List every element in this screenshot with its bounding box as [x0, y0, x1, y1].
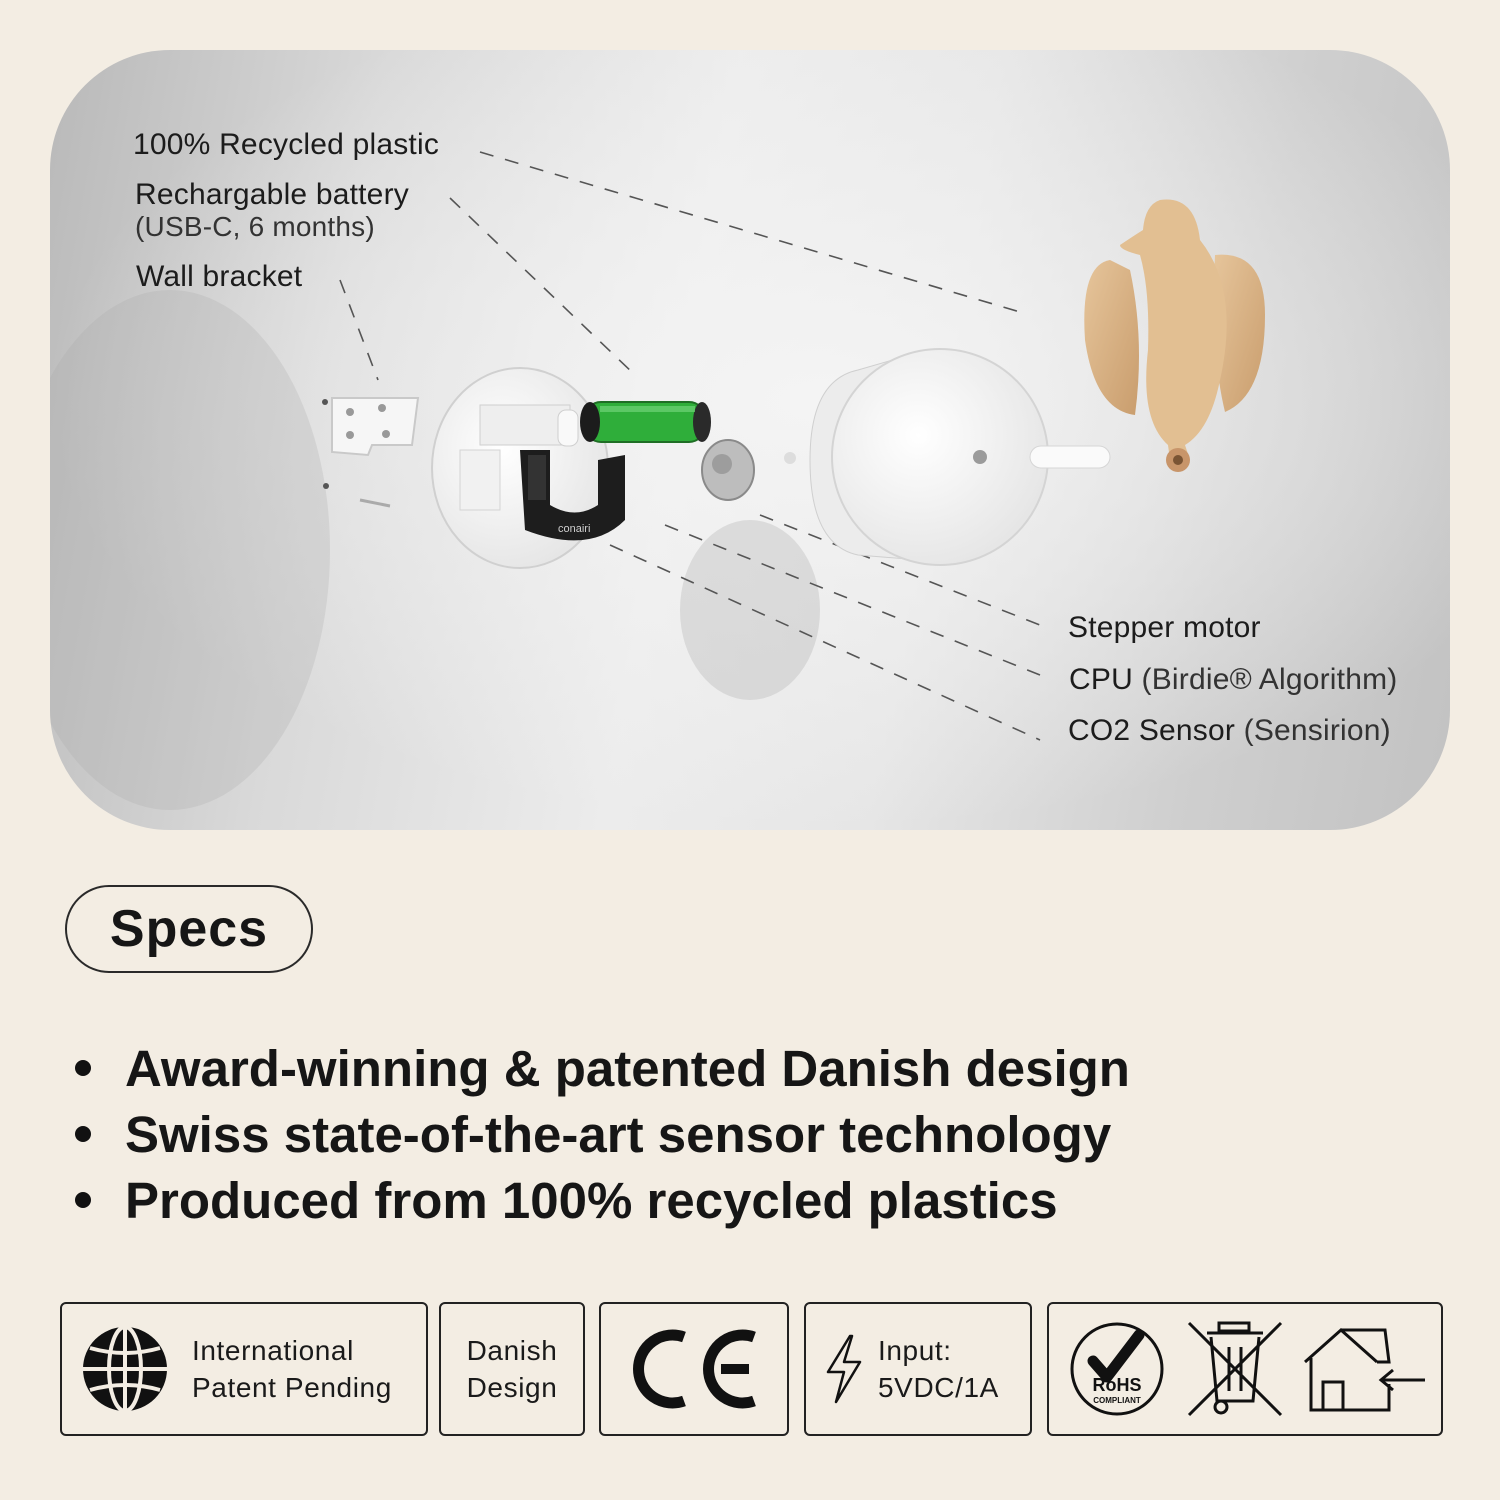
callout-recycled-plastic-label: 100% Recycled plastic	[133, 128, 440, 161]
callout-stepper-motor	[1068, 612, 1261, 644]
compliance-badge	[1047, 1302, 1443, 1436]
bullet-dot	[75, 1126, 91, 1142]
patent-line-1: International	[192, 1335, 354, 1366]
rohs-title: RoHS	[1092, 1375, 1142, 1395]
feature-text: Swiss state-of-the-art sensor technology	[125, 1105, 1112, 1163]
callout-co2-detail: (Sensirion)	[1243, 714, 1391, 747]
feature-text: Award-winning & patented Danish design	[125, 1039, 1130, 1097]
callout-cpu-detail: (Birdie® Algorithm)	[1141, 663, 1398, 696]
danish-line-1: Danish	[466, 1335, 558, 1366]
house-arrow-icon	[1301, 1324, 1429, 1414]
callout-co2-label: CO2 Sensor	[1068, 714, 1236, 747]
feature-list	[75, 1035, 1130, 1233]
feature-text: Produced from 100% recycled plastics	[125, 1171, 1058, 1229]
bullet-dot	[75, 1192, 91, 1208]
lightning-icon	[822, 1334, 866, 1404]
specs-heading: Specs	[65, 885, 313, 973]
danish-design-text	[467, 1332, 558, 1406]
callout-battery-label: Rechargable battery	[135, 178, 409, 211]
patent-badge	[60, 1302, 428, 1436]
board-logo: conairi	[558, 523, 591, 535]
callout-cpu-label: CPU	[1069, 663, 1133, 696]
rohs-icon	[1069, 1321, 1165, 1417]
battery-part	[580, 402, 711, 442]
ce-mark-icon	[629, 1329, 759, 1409]
input-line-2: 5VDC/1A	[878, 1372, 999, 1403]
input-line-1: Input:	[878, 1335, 952, 1366]
list-item	[75, 1035, 1130, 1101]
callout-wall-bracket-label: Wall bracket	[136, 260, 303, 293]
patent-badge-text	[192, 1332, 392, 1406]
globe-icon	[80, 1324, 170, 1414]
patent-line-2: Patent Pending	[192, 1372, 392, 1403]
stepper-motor-part	[702, 440, 754, 500]
danish-design-badge	[439, 1302, 585, 1436]
callout-co2-sensor	[1068, 715, 1391, 747]
weee-bin-icon	[1185, 1319, 1285, 1419]
input-power-badge	[804, 1302, 1032, 1436]
list-item	[75, 1167, 1130, 1233]
callout-recycled-plastic	[133, 129, 439, 161]
callout-stepper-motor-label: Stepper motor	[1068, 611, 1261, 644]
exploded-diagram	[50, 50, 1450, 830]
bullet-dot	[75, 1060, 91, 1076]
product-exploded-view	[50, 50, 1450, 830]
ce-badge	[599, 1302, 789, 1436]
callout-battery	[135, 179, 409, 243]
rohs-subtitle: COMPLIANT	[1093, 1396, 1141, 1405]
callout-battery-detail: (USB-C, 6 months)	[135, 211, 375, 242]
danish-line-2: Design	[466, 1372, 558, 1403]
list-item	[75, 1101, 1130, 1167]
callout-cpu	[1069, 664, 1397, 696]
callout-wall-bracket	[136, 261, 302, 293]
input-power-text	[878, 1332, 999, 1406]
